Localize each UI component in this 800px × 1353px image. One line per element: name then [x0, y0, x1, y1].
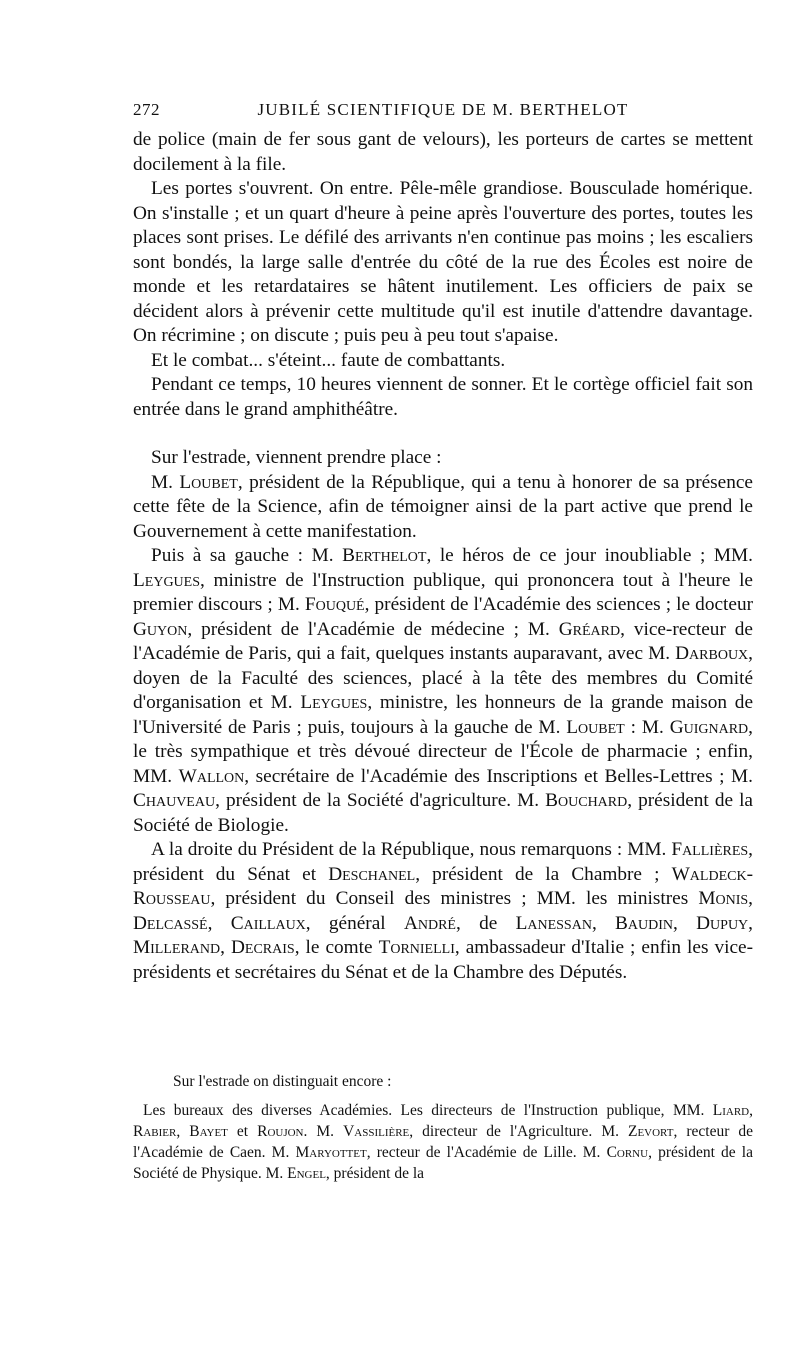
person-name: Gréard	[558, 618, 621, 640]
person-name: Decrais	[230, 937, 295, 958]
person-name: Cornu	[606, 1144, 649, 1161]
person-name: Dupuy	[696, 912, 749, 934]
person-name: Engel	[287, 1165, 326, 1182]
person-name: Leygues	[300, 692, 368, 713]
person-name: Fouqué	[304, 594, 365, 615]
page-header	[133, 100, 753, 126]
person-name: Bayet	[189, 1123, 228, 1140]
person-name: Vassilière	[343, 1123, 410, 1140]
paragraph-2: Les portes s'ouvrent. On entre. Pêle-mêle grandiose. Bousculade homérique. On s'installe ; et un quart d'heure à peine après l'ouverture des portes, toutes les places sont prises. Le défilé des arrivants n'en continue pas moins ; les escaliers sont bondés, la large salle d'entrée du côté de la rue des Écoles est noire de monde et les retardataires se hâtent inutilement. Les officiers de paix se décident alors à prévenir cette multitude qu'il est inutile d'attendre davantage. On récrimine ; on discute ; puis peu à peu tout s'apaise.	[133, 178, 753, 346]
person-name: Fallières	[671, 839, 749, 860]
paragraph-8: A la droite du Président de la République, nous remarquons : MM. Fallières, président du Sénat et Deschanel, président de la Chambre ; Waldeck-Rousseau, président du Conseil des ministres ; MM. les ministres Monis, Delcassé, Caillaux, général André, de Lanessan, Baudin, Dupuy, Millerand, Decrais, le comte Tornielli, ambassadeur d'Italie ; enfin les vice-présidents et secrétaires du Sénat et de la Chambre des Députés.	[133, 839, 753, 983]
person-name: Caillaux	[230, 912, 306, 934]
person-name: Lanessan	[515, 912, 592, 934]
person-name: Zevort	[627, 1123, 674, 1140]
person-name: Chauveau	[133, 790, 216, 811]
person-name: Berthelot	[342, 545, 427, 566]
paragraph-1: de police (main de fer sous gant de velours), les porteurs de cartes se mettent docilement à la file.	[133, 129, 753, 175]
person-name: Liard	[712, 1102, 750, 1119]
paragraph-7: Puis à sa gauche : M. Berthelot, le héros de ce jour inoubliable ; MM. Leygues, ministre de l'Instruction publique, qui prononcera tout à l'heure le premier discours ; M. Fouqué, président de l'Académie des sciences ; le docteur Guyon, président de l'Académie de médecine ; M. Gréard, vice-recteur de l'Académie de Paris, qui a fait, quelques instants auparavant, avec M. Darboux, doyen de la Faculté des sciences, placé à la tête des membres du Comité d'organisation et M. Leygues, ministre, les honneurs de la grande maison de l'Université de Paris ; puis, toujours à la gauche de M. Loubet : M. Guignard, le très sympathique et très dévoué directeur de l'École de pharmacie ; enfin, MM. Wallon, secrétaire de l'Académie des Inscriptions et Belles-Lettres ; M. Chauveau, président de la Société d'agriculture. M. Bouchard, président de la Société de Biologie.	[133, 545, 754, 836]
person-name: Leygues	[133, 569, 200, 591]
person-name: Loubet	[179, 471, 238, 493]
person-name: Maryottet	[295, 1144, 367, 1161]
person-name: Bouchard	[545, 790, 628, 811]
person-name: Wallon	[178, 765, 245, 787]
person-name: Delcassé	[133, 912, 208, 934]
person-name: Guyon	[133, 618, 188, 640]
footnote-block	[133, 1071, 753, 1184]
person-name: Loubet	[566, 716, 625, 738]
person-name: Millerand	[133, 937, 221, 958]
person-name: Rabier	[133, 1123, 177, 1140]
person-name: Guignard	[669, 716, 749, 738]
person-name: André	[403, 912, 456, 934]
person-name: Tornielli	[378, 937, 455, 958]
paragraph-3: Et le combat... s'éteint... faute de combattants.	[151, 349, 506, 371]
running-title: JUBILÉ SCIENTIFIQUE DE M. BERTHELOT	[257, 100, 629, 119]
paragraph-4: Pendant ce temps, 10 heures viennent de sonner. Et le cortège officiel fait son entrée dans le grand amphithéâtre.	[133, 374, 753, 420]
person-name: Deschanel	[328, 863, 416, 885]
paragraph-5: Sur l'estrade, viennent prendre place :	[151, 447, 442, 468]
main-text	[133, 128, 753, 985]
page-number: 272	[133, 100, 160, 119]
person-name: Baudin	[615, 912, 674, 934]
footnote-body: Les bureaux des diverses Académies. Les directeurs de l'Instruction publique, MM. Liard, Rabier, Bayet et Roujon. M. Vassilière, directeur de l'Agriculture. M. Zevort, recteur de l'Académie de Caen. M. Maryottet, recteur de l'Académie de Lille. M. Cornu, président de la Société de Physique. M. Engel, président de la	[133, 1102, 754, 1182]
paragraph-6: M. Loubet, président de la République, qui a tenu à honorer de sa présence cette fête de la Science, afin de témoigner ainsi de la part active que prend le Gouvernement à cette manifestation.	[133, 471, 753, 542]
person-name: Darboux	[675, 643, 749, 664]
footnote-heading: Sur l'estrade on distinguait encore :	[173, 1073, 392, 1090]
person-name: Monis	[698, 888, 749, 909]
person-name: Roujon	[257, 1123, 304, 1140]
person-name: Waldeck-Rousseau	[133, 863, 753, 909]
